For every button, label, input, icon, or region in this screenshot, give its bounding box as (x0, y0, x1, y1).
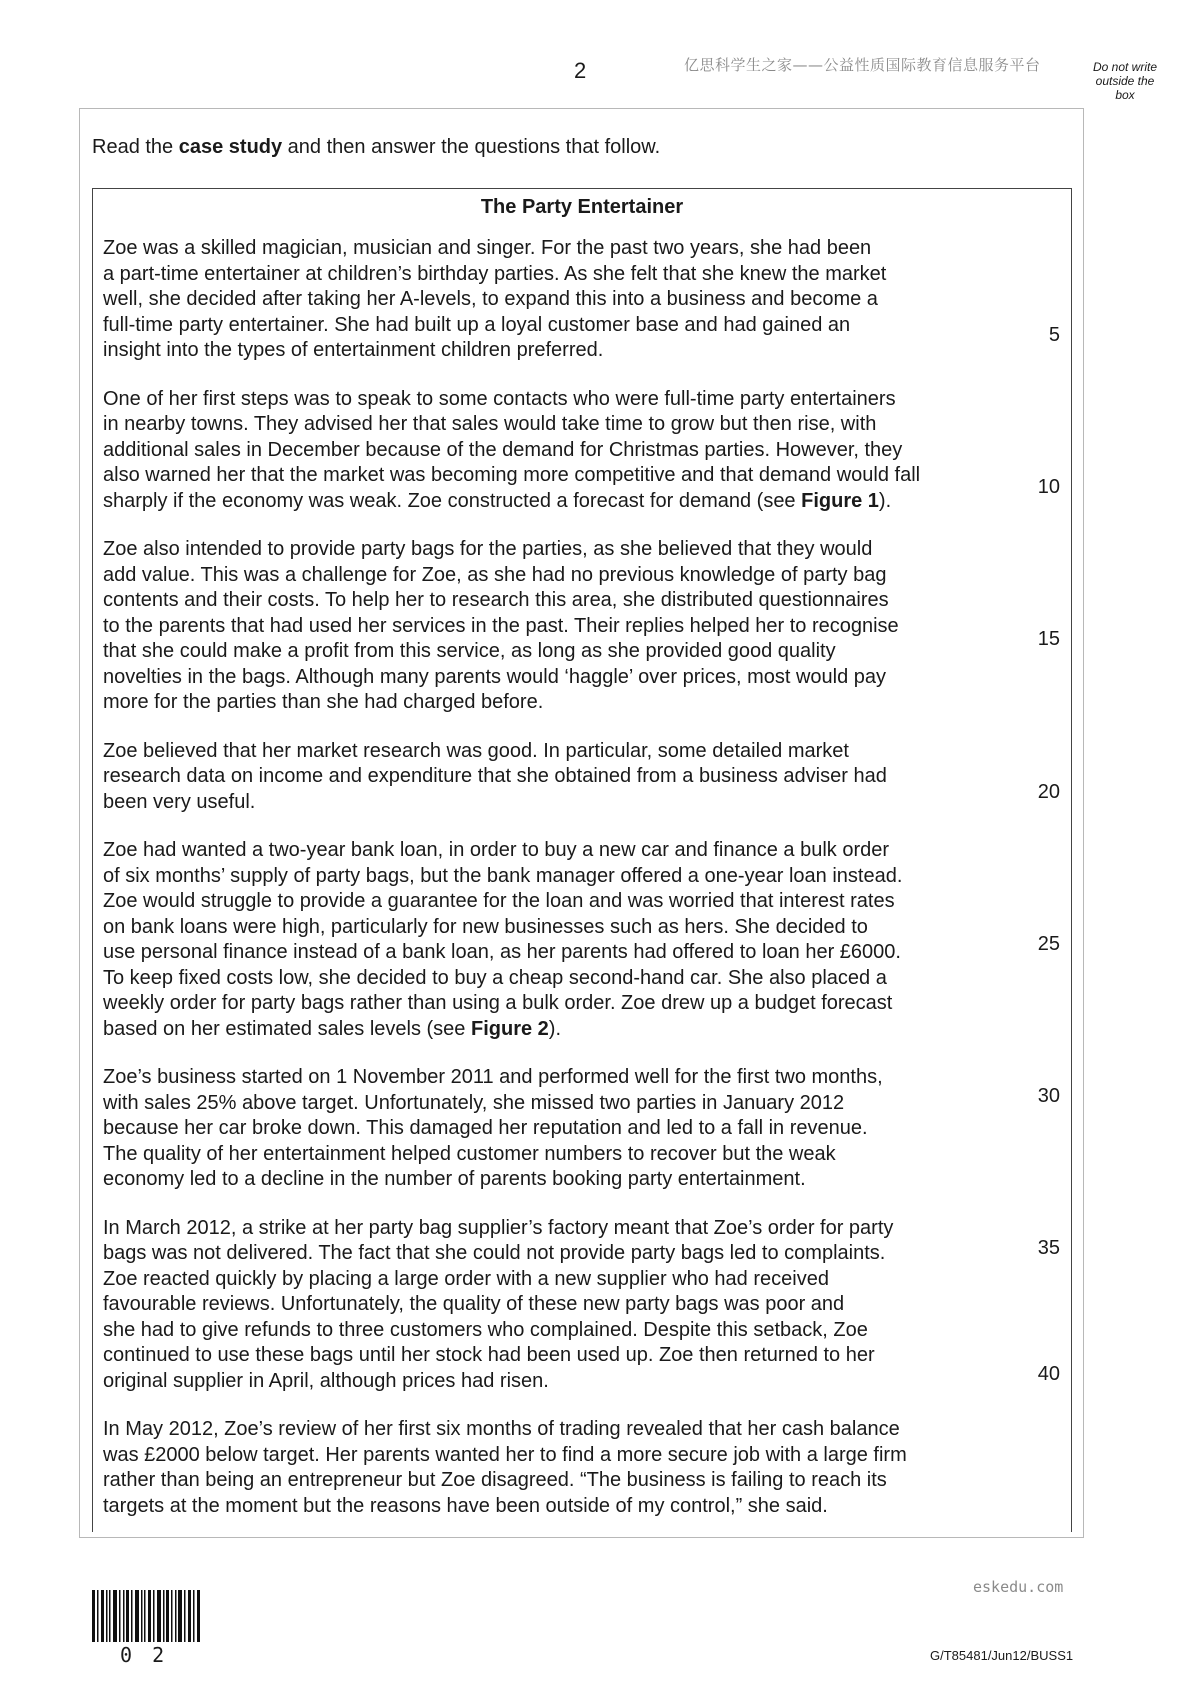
margin-note-line: box (1115, 88, 1135, 102)
case-study-paragraph (103, 1216, 1013, 1395)
text-line: been very useful. (103, 790, 256, 813)
header-watermark: 亿思科学生之家——公益性质国际教育信息服务平台 (684, 56, 1041, 74)
text-line: use personal finance instead of a bank loan, as her parents had offered to loan her £6000. (103, 941, 901, 963)
line-number: 10 (1037, 476, 1060, 498)
text-line: In March 2012, a strike at her party bag supplier’s factory meant that Zoe’s order for party (103, 1216, 894, 1239)
text-line: insight into the types of entertainment children preferred. (103, 339, 604, 361)
intro-bold: case study (178, 136, 283, 158)
text-line: One of her first steps was to speak to some contacts who were full-time party entertainers (103, 387, 896, 410)
text-line: to the parents that had used her services in the past. Their replies helped her to recognise (103, 614, 899, 637)
barcode-icon (92, 1590, 202, 1642)
line-number: 5 (1048, 324, 1060, 346)
text-line: that she could make a profit from this service, as long as she provided good quality (103, 640, 836, 662)
text-line: Zoe would struggle to provide a guarantee for the loan and was worried that interest rates (103, 890, 895, 912)
text-line: additional sales in December because of the demand for Christmas parties. However, they (103, 438, 903, 461)
line-number: 35 (1037, 1237, 1060, 1259)
text-line: Zoe also intended to provide party bags for the parties, as she believed that they would (103, 538, 873, 560)
case-study-paragraph (103, 387, 1013, 515)
text-line: novelties in the bags. Although many parents would ‘haggle’ over prices, most would pay (103, 665, 887, 688)
text-line: with sales 25% above target. Unfortunately, she missed two parties in January 2012 (103, 1091, 845, 1114)
text-line: full-time party entertainer. She had built up a loyal customer base and had gained an (103, 313, 851, 336)
line-number: 20 (1037, 781, 1060, 803)
text-line: targets at the moment but the reasons have been outside of my control,” she said. (103, 1494, 828, 1517)
intro-suffix: and then answer the questions that follow. (282, 136, 661, 158)
text-line: In May 2012, Zoe’s review of her first six months of trading revealed that her cash balance (103, 1418, 900, 1440)
case-study-text (103, 236, 1013, 1542)
line-number: 25 (1037, 933, 1060, 955)
text-line: was £2000 below target. Her parents wanted her to find a more secure job with a large firm (103, 1443, 907, 1466)
case-study-paragraph (103, 1417, 1013, 1519)
line-number: 40 (1037, 1363, 1060, 1385)
text-line: rather than being an entrepreneur but Zoe disagreed. “The business is failing to reach its (103, 1469, 887, 1491)
line-number: 30 (1037, 1085, 1060, 1107)
paper-reference-code: G/T85481/Jun12/BUSS1 (930, 1648, 1074, 1663)
text-line: Zoe was a skilled magician, musician and singer. For the past two years, she had been (103, 237, 872, 259)
text-line: research data on income and expenditure that she obtained from a business adviser had (103, 765, 887, 787)
text-line: of six months’ supply of party bags, but the bank manager offered a one-year loan instead. (103, 864, 903, 887)
text-line: well, she decided after taking her A-levels, to expand this into a business and become a (103, 288, 878, 310)
text-line: also warned her that the market was becoming more competitive and that demand would fall (103, 464, 921, 486)
intro-instruction (92, 136, 660, 159)
case-study-paragraph (103, 838, 1013, 1042)
case-study-title: The Party Entertainer (480, 196, 684, 218)
case-study-paragraph (103, 537, 1013, 716)
text-line: continued to use these bags until her stock had been used up. Zoe then returned to her (103, 1344, 875, 1366)
footer-watermark: eskedu.com (973, 1578, 1064, 1596)
text-line: contents and their costs. To help her to research this area, she distributed questionnaires (103, 589, 889, 611)
margin-note-line: outside the (1095, 74, 1155, 88)
text-line: on bank loans were high, particularly for new businesses such as hers. She decided to (103, 915, 868, 938)
text-line: original supplier in April, although prices had risen. (103, 1369, 549, 1392)
margin-note (1082, 60, 1168, 102)
barcode-number: 0 2 (120, 1643, 169, 1667)
text-line: based on her estimated sales levels (see Figure 2). (103, 1017, 561, 1040)
line-number: 15 (1037, 628, 1060, 650)
text-line: Zoe’s business started on 1 November 2011 and performed well for the first two months, (103, 1066, 883, 1088)
text-line: a part-time entertainer at children’s birthday parties. As she felt that she knew the market (103, 262, 887, 285)
margin-note-line: Do not write (1092, 60, 1158, 74)
text-line: economy led to a decline in the number of parents booking party entertainment. (103, 1168, 806, 1190)
case-study-paragraph (103, 236, 1013, 364)
text-line: favourable reviews. Unfortunately, the quality of these new party bags was poor and (103, 1293, 845, 1315)
text-line: because her car broke down. This damaged her reputation and led to a fall in revenue. (103, 1117, 868, 1139)
text-line: more for the parties than she had charged before. (103, 691, 544, 713)
text-line: Zoe reacted quickly by placing a large order with a new supplier who had received (103, 1267, 829, 1290)
intro-prefix: Read the (92, 136, 179, 158)
text-line: weekly order for party bags rather than using a bulk order. Zoe drew up a budget forecast (103, 992, 893, 1014)
text-line: Zoe believed that her market research was good. In particular, some detailed market (103, 739, 849, 762)
text-line: she had to give refunds to three customers who complained. Despite this setback, Zoe (103, 1318, 868, 1341)
text-line: sharply if the economy was weak. Zoe constructed a forecast for demand (see Figure 1). (103, 489, 892, 512)
text-line: Zoe had wanted a two-year bank loan, in order to buy a new car and finance a bulk order (103, 839, 890, 861)
page-number: 2 (574, 58, 587, 83)
text-line: The quality of her entertainment helped customer numbers to recover but the weak (103, 1142, 836, 1165)
text-line: bags was not delivered. The fact that she could not provide party bags led to complaints. (103, 1242, 886, 1264)
text-line: To keep fixed costs low, she decided to buy a cheap second-hand car. She also placed a (103, 966, 887, 989)
text-line: in nearby towns. They advised her that sales would take time to grow but then rise, with (103, 413, 877, 435)
text-line: add value. This was a challenge for Zoe, as she had no previous knowledge of party bag (103, 563, 887, 586)
case-study-paragraph (103, 739, 1013, 816)
case-study-paragraph (103, 1065, 1013, 1193)
